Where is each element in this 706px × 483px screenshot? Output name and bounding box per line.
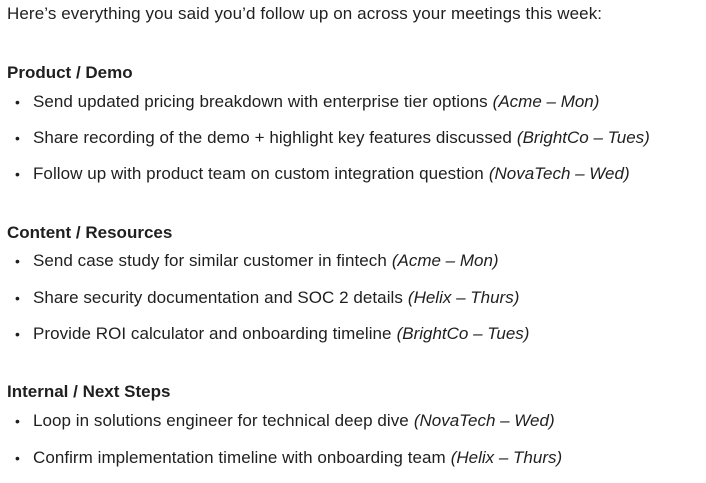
list-item	[15, 92, 599, 112]
item-meta: (NovaTech – Wed)	[488, 164, 630, 183]
item-text: Share security documentation and SOC 2 details	[33, 288, 403, 307]
section-title-product-demo: Product / Demo	[7, 63, 133, 82]
list-item	[15, 128, 650, 148]
bullet-icon: •	[15, 253, 20, 269]
bullet-icon: •	[15, 450, 20, 466]
item-text: Confirm implementation timeline with onboarding team	[33, 448, 446, 467]
list-item	[15, 288, 519, 308]
intro-text: Here’s everything you said you’d follow up on across your meetings this week:	[7, 4, 603, 23]
bullet-icon: •	[15, 94, 20, 110]
item-text: Provide ROI calculator and onboarding timeline	[33, 324, 392, 343]
item-meta: (Acme – Mon)	[492, 92, 600, 111]
item-meta: (Helix – Thurs)	[407, 288, 520, 307]
item-text: Loop in solutions engineer for technical deep dive	[33, 411, 409, 430]
list-item	[15, 411, 555, 431]
list-item	[15, 448, 562, 468]
item-text: Follow up with product team on custom integration question	[33, 164, 484, 183]
item-text: Send case study for similar customer in fintech	[33, 251, 387, 270]
item-meta: (BrightCo – Tues)	[396, 324, 530, 343]
bullet-icon: •	[15, 166, 20, 182]
item-meta: (NovaTech – Wed)	[413, 411, 555, 430]
list-item	[15, 251, 499, 271]
section-title-internal-next-steps: Internal / Next Steps	[7, 382, 171, 401]
item-meta: (Helix – Thurs)	[450, 448, 563, 467]
item-text: Send updated pricing breakdown with enterprise tier options	[33, 92, 488, 111]
list-item	[15, 164, 630, 184]
item-text: Share recording of the demo + highlight key features discussed	[33, 128, 512, 147]
item-meta: (BrightCo – Tues)	[516, 128, 650, 147]
bullet-icon: •	[15, 130, 20, 146]
section-title-content-resources: Content / Resources	[7, 223, 173, 242]
bullet-icon: •	[15, 326, 20, 342]
bullet-icon: •	[15, 413, 20, 429]
item-meta: (Acme – Mon)	[391, 251, 499, 270]
bullet-icon: •	[15, 290, 20, 306]
list-item	[15, 324, 529, 344]
